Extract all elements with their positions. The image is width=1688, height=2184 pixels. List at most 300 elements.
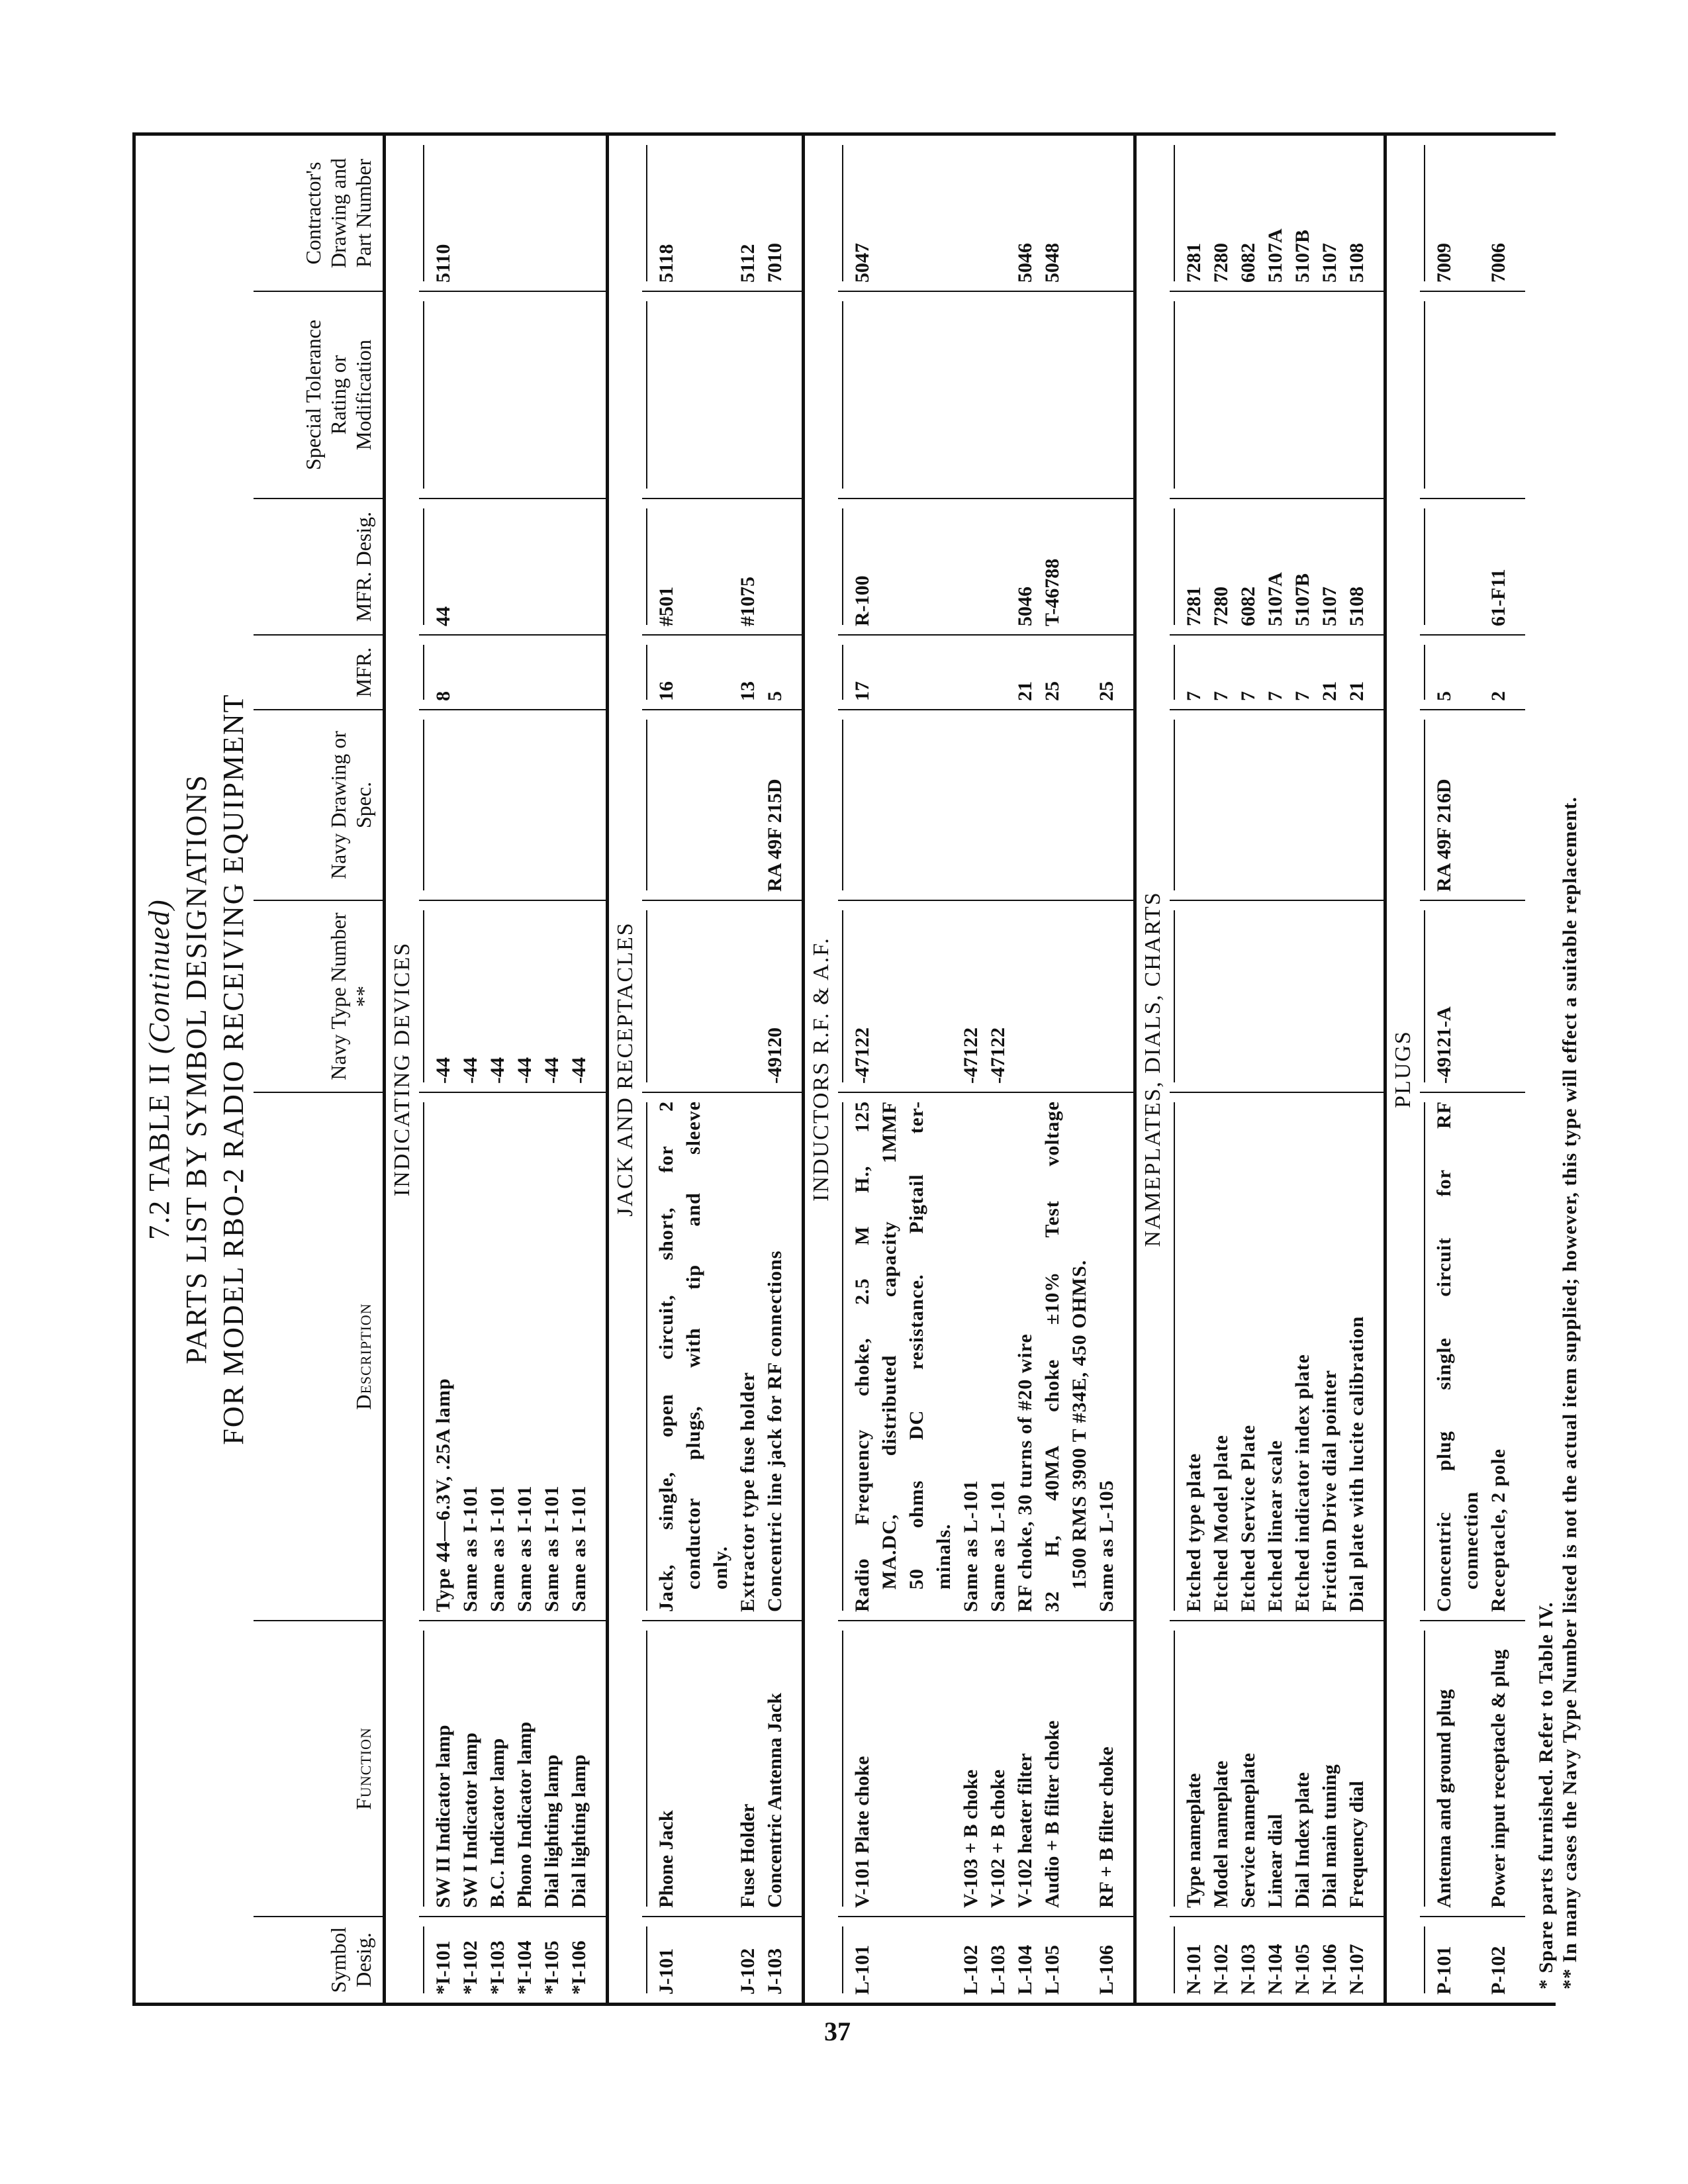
description-line: Same as I-101 xyxy=(459,1485,481,1612)
rule-line xyxy=(423,1926,424,1993)
table-row xyxy=(457,136,484,2003)
description-line: Radio Frequency choke, 2.5 M H., 125 xyxy=(851,1101,873,1612)
section-rule-row xyxy=(1420,136,1430,2003)
rule-line xyxy=(842,301,843,489)
table-row xyxy=(984,136,1011,2003)
padding-cell xyxy=(788,1917,804,2003)
contractor-cell xyxy=(957,136,984,291)
navy-type-cell xyxy=(1316,900,1343,1092)
rule-line xyxy=(842,1102,843,1611)
mfr-desig-cell xyxy=(484,499,511,635)
navy-type-cell xyxy=(1235,900,1262,1092)
table-row xyxy=(430,136,457,2003)
mfr-desig-cell: 5108 xyxy=(1343,499,1370,635)
padding-cell xyxy=(1120,710,1135,900)
title-line-3: FOR MODEL RBO-2 RADIO RECEIVING EQUIPMENT xyxy=(217,693,250,1445)
section-rule-row xyxy=(1170,136,1180,2003)
navy-type-cell xyxy=(1207,900,1235,1092)
function-cell: Dial lighting lamp xyxy=(565,1621,592,1917)
navy-type-cell: -44 xyxy=(538,900,565,1092)
contractor-cell: 5118 xyxy=(655,244,677,283)
mfr-cell xyxy=(565,635,592,710)
special-cell xyxy=(565,291,592,499)
description-line: Same as I-101 xyxy=(487,1485,508,1612)
rule-line xyxy=(646,645,647,700)
mfr-cell: 21 xyxy=(1011,635,1039,710)
padding-cell xyxy=(788,1092,804,1621)
section-padding-row xyxy=(788,136,804,2003)
description-line: Same as I-101 xyxy=(568,1485,590,1612)
mfr-cell: 2 xyxy=(1485,635,1512,710)
special-cell xyxy=(1289,291,1316,499)
navy-drawing-cell xyxy=(430,710,457,900)
rule-line xyxy=(842,1926,843,1993)
description-line: Same as I-101 xyxy=(541,1485,563,1612)
mfr-desig-cell: 5046 xyxy=(1011,499,1039,635)
padding-cell xyxy=(592,499,608,635)
section-title: PLUGS xyxy=(1385,136,1421,2003)
padding-cell xyxy=(1370,136,1385,291)
rule-line xyxy=(423,508,424,625)
padding-cell xyxy=(1512,291,1525,499)
section-title-row xyxy=(804,136,839,2003)
title-line-2: PARTS LIST BY SYMBOL DESIGNATIONS xyxy=(180,774,212,1364)
special-cell xyxy=(484,291,511,499)
rule-cell xyxy=(419,291,430,499)
section-title-row xyxy=(1135,136,1170,2003)
mfr-cell xyxy=(538,635,565,710)
padding-cell xyxy=(592,1917,608,2003)
special-cell xyxy=(734,291,761,499)
rule-cell xyxy=(642,291,653,499)
special-cell xyxy=(1235,291,1262,499)
padding-cell xyxy=(1120,635,1135,710)
navy-drawing-cell xyxy=(1485,710,1512,900)
rule-line xyxy=(646,1926,647,1993)
special-cell xyxy=(653,291,734,499)
contractor-cell: 5110 xyxy=(432,244,454,283)
special-cell xyxy=(1180,291,1207,499)
padding-cell xyxy=(1120,900,1135,1092)
description-line: MA.DC, distributed capacity 1MMF xyxy=(878,1101,900,1590)
function-cell: Phono Indicator lamp xyxy=(511,1621,538,1917)
navy-type-cell xyxy=(1039,900,1093,1092)
padding-cell xyxy=(788,710,804,900)
contractor-cell: 5048 xyxy=(1041,243,1063,283)
rule-cell xyxy=(1170,1621,1180,1917)
description-cell xyxy=(538,1092,565,1621)
navy-type-cell xyxy=(1093,900,1120,1092)
footnote-spare-parts: * Spare parts furnished. Refer to Table IV. xyxy=(1535,1601,1557,1989)
rule-line xyxy=(423,720,424,890)
rule-cell xyxy=(838,900,849,1092)
padding-cell xyxy=(788,635,804,710)
padding-cell xyxy=(1370,900,1385,1092)
symbol-cell: L-102 xyxy=(957,1917,984,2003)
section-rule-row xyxy=(642,136,653,2003)
symbol-cell: *I-102 xyxy=(457,1917,484,2003)
footnotes xyxy=(1525,136,1582,2003)
special-cell xyxy=(457,291,484,499)
rule-line xyxy=(1424,1631,1425,1907)
function-cell: V-102 heater filter xyxy=(1011,1621,1039,1917)
rule-cell xyxy=(1170,900,1180,1092)
contractor-cell: 7280 xyxy=(1210,243,1232,283)
description-cell xyxy=(484,1092,511,1621)
rule-line xyxy=(842,910,843,1082)
rule-line xyxy=(1174,1102,1175,1611)
rule-line xyxy=(1424,645,1425,700)
section-rule-row xyxy=(838,136,849,2003)
description-line: Etched Service Plate xyxy=(1237,1424,1259,1612)
mfr-desig-cell xyxy=(1430,499,1485,635)
mfr-cell xyxy=(484,635,511,710)
rule-line xyxy=(1424,145,1425,281)
description-line: 32 H, 40MA choke ±10% Test voltage xyxy=(1041,1101,1063,1612)
rule-cell xyxy=(642,499,653,635)
table-row xyxy=(1207,136,1235,2003)
symbol-cell: L-104 xyxy=(1011,1917,1039,2003)
header-symbol: Symbol Desig. xyxy=(254,1917,385,2003)
special-cell xyxy=(1430,291,1485,499)
description-cell xyxy=(1207,1092,1235,1621)
header-navy-drawing: Navy Drawing or Spec. xyxy=(254,710,385,900)
header-function xyxy=(254,1621,385,1917)
rule-line xyxy=(1424,1926,1425,1993)
rule-line xyxy=(423,1102,424,1611)
padding-cell xyxy=(1512,1917,1525,2003)
function-cell: Audio + B filter choke xyxy=(1039,1621,1093,1917)
contractor-cell: 5107 xyxy=(1319,243,1340,283)
description-cell xyxy=(761,1092,788,1621)
description-cell xyxy=(1039,1092,1093,1621)
description-cell xyxy=(1262,1092,1289,1621)
navy-drawing-cell xyxy=(1289,710,1316,900)
rule-cell xyxy=(419,635,430,710)
function-cell: Service nameplate xyxy=(1235,1621,1262,1917)
symbol-cell: J-103 xyxy=(761,1917,788,2003)
rule-line xyxy=(423,301,424,489)
mfr-cell xyxy=(984,635,1011,710)
special-cell xyxy=(538,291,565,499)
description-line: Dial plate with lucite calibration xyxy=(1346,1315,1368,1612)
description-cell xyxy=(1180,1092,1207,1621)
table-row xyxy=(849,136,957,2003)
table-row xyxy=(484,136,511,2003)
table-row xyxy=(1039,136,1093,2003)
table-row xyxy=(1262,136,1289,2003)
rule-line xyxy=(646,508,647,625)
symbol-cell: *I-103 xyxy=(484,1917,511,2003)
contractor-cell: 7009 xyxy=(1433,243,1455,283)
header-function-label: Function xyxy=(352,1727,375,1810)
navy-drawing-cell xyxy=(511,710,538,900)
symbol-cell: L-101 xyxy=(849,1917,957,2003)
navy-type-cell: -49120 xyxy=(761,900,788,1092)
description-line: Concentric plug single circuit for RF xyxy=(1433,1101,1455,1612)
mfr-desig-cell xyxy=(511,499,538,635)
mfr-cell: 5 xyxy=(761,635,788,710)
padding-cell xyxy=(592,900,608,1092)
description-line: Extractor type fuse holder xyxy=(737,1372,759,1612)
navy-drawing-cell xyxy=(1011,710,1039,900)
navy-drawing-cell xyxy=(1343,710,1370,900)
header-mfr-desig: MFR. Desig. xyxy=(254,499,385,635)
description-line: Same as L-105 xyxy=(1096,1480,1117,1612)
padding-cell xyxy=(1370,1621,1385,1917)
padding-cell xyxy=(1512,499,1525,635)
navy-drawing-cell xyxy=(1093,710,1120,900)
function-cell: Fuse Holder xyxy=(734,1621,761,1917)
mfr-cell: 5 xyxy=(1430,635,1485,710)
description-cell xyxy=(1289,1092,1316,1621)
rule-cell xyxy=(1420,1917,1430,2003)
mfr-desig-cell: 44 xyxy=(430,499,457,635)
navy-drawing-cell xyxy=(565,710,592,900)
section-title-row xyxy=(1385,136,1421,2003)
mfr-desig-cell: 5107 xyxy=(1316,499,1343,635)
symbol-cell: N-101 xyxy=(1180,1917,1207,2003)
rule-cell xyxy=(642,635,653,710)
rule-cell xyxy=(642,136,653,291)
navy-drawing-cell xyxy=(984,710,1011,900)
description-line: minals. xyxy=(933,1523,955,1590)
table-title xyxy=(136,136,254,2003)
mfr-desig-cell: T-46788 xyxy=(1039,499,1093,635)
padding-cell xyxy=(1512,710,1525,900)
contractor-cell xyxy=(484,136,511,291)
navy-type-cell: -44 xyxy=(511,900,538,1092)
rule-cell xyxy=(838,1621,849,1917)
symbol-cell: L-106 xyxy=(1093,1917,1120,2003)
header-description xyxy=(254,1092,385,1621)
mfr-cell xyxy=(457,635,484,710)
description-line: Friction Drive dial pointer xyxy=(1319,1369,1340,1612)
contractor-cell xyxy=(565,136,592,291)
table-row xyxy=(1235,136,1262,2003)
rule-line xyxy=(1424,910,1425,1082)
rule-cell xyxy=(642,710,653,900)
section-padding-row xyxy=(592,136,608,2003)
rule-cell xyxy=(1420,710,1430,900)
table-body xyxy=(385,136,1526,2003)
description-line: RF choke, 30 turns of #20 wire xyxy=(1014,1333,1036,1612)
contractor-cell xyxy=(1093,136,1120,291)
function-cell: Dial Index plate xyxy=(1289,1621,1316,1917)
mfr-desig-cell xyxy=(1093,499,1120,635)
mfr-desig-cell: R-100 xyxy=(849,499,957,635)
description-cell xyxy=(1430,1092,1485,1621)
mfr-desig-cell xyxy=(761,499,788,635)
description-cell xyxy=(511,1092,538,1621)
table-row xyxy=(1011,136,1039,2003)
rule-line xyxy=(842,1631,843,1907)
description-cell xyxy=(457,1092,484,1621)
rule-line xyxy=(1174,1631,1175,1907)
special-cell xyxy=(1207,291,1235,499)
section-title: INDUCTORS R.F. & A.F. xyxy=(804,136,839,2003)
navy-drawing-cell xyxy=(1316,710,1343,900)
contractor-cell: 5047 xyxy=(851,243,873,283)
rule-cell xyxy=(642,1621,653,1917)
padding-cell xyxy=(1512,1621,1525,1917)
rule-line xyxy=(842,720,843,890)
table-row xyxy=(761,136,788,2003)
padding-cell xyxy=(1370,1917,1385,2003)
navy-drawing-cell xyxy=(1235,710,1262,900)
contractor-cell xyxy=(538,136,565,291)
section-title: INDICATING DEVICES xyxy=(385,136,420,2003)
function-cell: B.C. Indicator lamp xyxy=(484,1621,511,1917)
special-cell xyxy=(984,291,1011,499)
rule-cell xyxy=(838,635,849,710)
navy-drawing-cell xyxy=(1262,710,1289,900)
rule-cell xyxy=(838,291,849,499)
table-row xyxy=(653,136,734,2003)
special-cell xyxy=(1093,291,1120,499)
function-cell: RF + B filter choke xyxy=(1093,1621,1120,1917)
mfr-cell: 13 xyxy=(734,635,761,710)
navy-type-cell: -44 xyxy=(457,900,484,1092)
padding-cell xyxy=(788,499,804,635)
mfr-cell: 7 xyxy=(1207,635,1235,710)
mfr-cell: 25 xyxy=(1093,635,1120,710)
rotated-parts-table-page xyxy=(132,132,1581,2006)
rule-cell xyxy=(838,136,849,291)
padding-cell xyxy=(592,1621,608,1917)
rule-line xyxy=(423,910,424,1082)
title-continued: (Continued) xyxy=(143,898,175,1054)
rule-line xyxy=(646,145,647,281)
function-cell: Antenna and ground plug xyxy=(1430,1621,1485,1917)
description-cell xyxy=(984,1092,1011,1621)
section-padding-row xyxy=(1512,136,1525,2003)
rule-line xyxy=(1174,720,1175,890)
function-cell: Dial lighting lamp xyxy=(538,1621,565,1917)
padding-cell xyxy=(1370,1092,1385,1621)
special-cell xyxy=(761,291,788,499)
description-cell xyxy=(1093,1092,1120,1621)
table-row xyxy=(511,136,538,2003)
contractor-cell: 5108 xyxy=(1346,243,1368,283)
navy-type-cell: -49121-A xyxy=(1430,900,1485,1092)
mfr-desig-cell xyxy=(457,499,484,635)
description-cell xyxy=(849,1092,957,1621)
mfr-desig-cell: 61-F11 xyxy=(1485,499,1512,635)
table-row xyxy=(1180,136,1207,2003)
padding-cell xyxy=(1512,900,1525,1092)
navy-type-cell: -47122 xyxy=(849,900,957,1092)
padding-cell xyxy=(592,1092,608,1621)
rule-line xyxy=(646,1631,647,1907)
navy-type-cell xyxy=(1343,900,1370,1092)
rule-line xyxy=(1174,1926,1175,1993)
symbol-cell: *I-101 xyxy=(430,1917,457,2003)
title-table-number: 7.2 TABLE II xyxy=(143,1053,175,1240)
description-cell xyxy=(1343,1092,1370,1621)
section-padding-row xyxy=(1370,136,1385,2003)
padding-cell xyxy=(592,710,608,900)
rule-line xyxy=(1174,301,1175,489)
header-special: Special Tolerance Rating or Modification xyxy=(254,291,385,499)
navy-type-cell xyxy=(1262,900,1289,1092)
rule-line xyxy=(842,645,843,700)
description-cell xyxy=(653,1092,734,1621)
symbol-cell: N-105 xyxy=(1289,1917,1316,2003)
rule-cell xyxy=(642,1917,653,2003)
description-cell xyxy=(957,1092,984,1621)
description-line: Etched type plate xyxy=(1183,1452,1205,1612)
mfr-desig-cell xyxy=(984,499,1011,635)
padding-cell xyxy=(1120,1621,1135,1917)
padding-cell xyxy=(1120,136,1135,291)
rule-line xyxy=(646,301,647,489)
symbol-cell: N-106 xyxy=(1316,1917,1343,2003)
contractor-cell: 5107A xyxy=(1264,228,1286,283)
table-row xyxy=(1316,136,1343,2003)
symbol-cell: P-102 xyxy=(1485,1917,1512,2003)
function-cell: V-102 + B choke xyxy=(984,1621,1011,1917)
section-title-row xyxy=(385,136,420,2003)
contractor-cell: 7281 xyxy=(1183,243,1205,283)
symbol-cell: L-103 xyxy=(984,1917,1011,2003)
navy-drawing-cell xyxy=(457,710,484,900)
mfr-desig-cell xyxy=(565,499,592,635)
symbol-cell: *I-105 xyxy=(538,1917,565,2003)
page-number: 37 xyxy=(824,2017,851,2046)
description-line: Etched indicator index plate xyxy=(1291,1354,1313,1612)
header-description-label: Description xyxy=(352,1303,375,1410)
padding-cell xyxy=(788,900,804,1092)
rule-cell xyxy=(1420,499,1430,635)
navy-type-cell xyxy=(1011,900,1039,1092)
section-title: JACK AND RECEPTACLES xyxy=(608,136,643,2003)
header-mfr: MFR. xyxy=(254,635,385,710)
rule-cell xyxy=(838,1917,849,2003)
padding-cell xyxy=(1120,1092,1135,1621)
symbol-cell: N-107 xyxy=(1343,1917,1370,2003)
mfr-desig-cell: #1075 xyxy=(734,499,761,635)
mfr-cell xyxy=(957,635,984,710)
description-line: Same as I-101 xyxy=(514,1485,536,1612)
description-cell xyxy=(1235,1092,1262,1621)
table-row xyxy=(1289,136,1316,2003)
mfr-cell: 7 xyxy=(1262,635,1289,710)
contractor-cell xyxy=(511,136,538,291)
rule-cell xyxy=(1170,136,1180,291)
rule-line xyxy=(1424,1102,1425,1611)
mfr-desig-cell xyxy=(957,499,984,635)
header-row xyxy=(254,136,385,2003)
mfr-cell: 16 xyxy=(653,635,734,710)
rule-cell xyxy=(1170,291,1180,499)
navy-type-cell: -44 xyxy=(484,900,511,1092)
description-cell xyxy=(430,1092,457,1621)
navy-type-cell: -47122 xyxy=(957,900,984,1092)
mfr-cell: 21 xyxy=(1316,635,1343,710)
rule-cell xyxy=(642,1092,653,1621)
rule-line xyxy=(842,508,843,625)
rule-cell xyxy=(1420,1092,1430,1621)
contractor-cell xyxy=(984,136,1011,291)
description-cell xyxy=(734,1092,761,1621)
function-cell: V-103 + B choke xyxy=(957,1621,984,1917)
navy-drawing-cell xyxy=(1180,710,1207,900)
function-cell: Power input receptacle & plug xyxy=(1485,1621,1512,1917)
table-row xyxy=(1485,136,1512,2003)
function-cell: Model nameplate xyxy=(1207,1621,1235,1917)
section-rule-row xyxy=(419,136,430,2003)
